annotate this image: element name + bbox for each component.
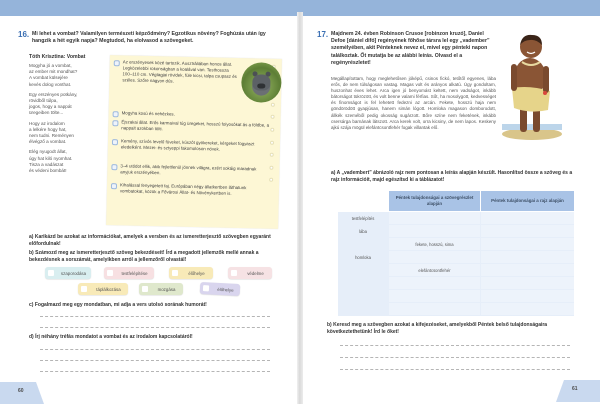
poem-stanza bbox=[29, 63, 105, 88]
subtask-b: b) Számozd meg az ismeretterjesztő szöveg bekezdéseit! Írd a megadott jellemzők mellé annak a bekezdésnek a sorszámát, amelyikben arról a jellemzőről olvastál! bbox=[29, 250, 259, 263]
row-label[interactable] bbox=[338, 303, 388, 315]
poem-line: rövidből túlpa, bbox=[29, 98, 58, 104]
row-label[interactable] bbox=[338, 277, 388, 289]
tag-label: élőhelye bbox=[188, 270, 205, 276]
poem-line: úgy hat kiló nyomhat. bbox=[29, 155, 73, 161]
tag-label: szaporodása bbox=[60, 270, 87, 276]
poem-title: Tóth Krisztina: Vombat bbox=[29, 54, 86, 60]
text-cell[interactable] bbox=[389, 251, 480, 263]
poem-text bbox=[29, 63, 105, 178]
paragraph-checkbox[interactable] bbox=[114, 60, 120, 66]
drawing-cell[interactable] bbox=[481, 238, 574, 250]
text-cell: fekete, hosszú, sima bbox=[389, 238, 480, 250]
answer-line[interactable] bbox=[340, 369, 570, 370]
tag-label: testfelépítése bbox=[121, 270, 148, 276]
tag-label: védelme bbox=[247, 270, 264, 276]
paragraph-checkbox[interactable] bbox=[112, 139, 118, 145]
poem-line: Elég nyugodt állat, bbox=[29, 149, 67, 155]
friday-illustration bbox=[500, 30, 564, 142]
row-label[interactable] bbox=[338, 290, 388, 302]
table-row bbox=[338, 238, 574, 251]
poem-line: A vombat külsejére bbox=[29, 75, 68, 81]
row-label: homloka bbox=[355, 254, 371, 260]
answer-line[interactable] bbox=[40, 360, 270, 361]
drawing-cell[interactable] bbox=[481, 264, 574, 276]
row-label[interactable] bbox=[338, 238, 388, 250]
tag-movement[interactable] bbox=[139, 283, 183, 295]
tag-protection[interactable] bbox=[228, 267, 272, 279]
info-paragraph: Kihalással fenyegetett faj. Európában négy állatkertben láthatunk vombatokat, közük a Fővárosi Állat- és Növénykertben is. bbox=[119, 182, 247, 196]
page-number-tab bbox=[556, 380, 600, 402]
row-label: lába bbox=[359, 228, 367, 234]
info-paragraph: Mogyha kosú és nehézkes. bbox=[121, 110, 175, 117]
table-row bbox=[338, 277, 574, 290]
left-page bbox=[0, 0, 298, 404]
poem-line: nem tudni. Reményen bbox=[29, 133, 74, 139]
drawing-cell[interactable] bbox=[481, 277, 574, 289]
poem-line: üregeiben tölte... bbox=[29, 110, 64, 116]
page-number: 61 bbox=[572, 386, 578, 392]
drawing-cell[interactable] bbox=[481, 212, 574, 224]
table-row bbox=[338, 303, 574, 316]
tag-label: mozgása bbox=[157, 286, 176, 292]
answer-line[interactable] bbox=[40, 316, 270, 317]
info-paragraph: Az erszényesek közé tartozik. Ausztráliában honos állat. Legközelebbi rokonságban a koalával van. Testhossza 100–110 cm. Végtagjai rövidek, füle kicsi, talpa csupasz és széles. Szőre nagyon dús. bbox=[122, 59, 237, 84]
drawing-cell[interactable] bbox=[481, 290, 574, 302]
row-label[interactable] bbox=[338, 264, 388, 276]
row-label: testfelépítés bbox=[351, 215, 375, 221]
info-card bbox=[106, 55, 282, 229]
paragraph-checkbox[interactable] bbox=[112, 120, 118, 126]
comparison-table bbox=[338, 191, 574, 315]
table-row bbox=[338, 264, 574, 277]
table-row bbox=[338, 212, 574, 225]
info-paragraph: Éjszakai állat. Erős karmaival túg üregeket, hosszú folyosókat ás a földbe, a nappalt azokban tölti. bbox=[121, 119, 270, 132]
table-row bbox=[338, 251, 574, 264]
poem-line: Tisza a vadászat bbox=[29, 161, 64, 167]
text-cell: elefántcsontfehér bbox=[389, 264, 480, 276]
drawing-cell[interactable] bbox=[481, 303, 574, 315]
poem-stanza bbox=[29, 92, 105, 117]
subtask-a: a) Karikázd be azokat az információkat, amelyek a versben és az ismeretterjesztő szövegben egyaránt előfordulnak! bbox=[29, 234, 271, 247]
text-cell[interactable] bbox=[389, 303, 480, 315]
drawing-cell[interactable] bbox=[481, 251, 574, 263]
poem-line: élvégző a vombat. bbox=[29, 139, 67, 145]
poem-line: Egy erszényes potkány, bbox=[29, 91, 78, 97]
poem-line: jogos, hogy a nappát bbox=[29, 104, 72, 110]
paragraph-checkbox[interactable] bbox=[113, 111, 119, 117]
tag-label: táplálkozása bbox=[96, 286, 121, 292]
subtask-c: c) Fogalmazd meg egy mondatban, mi adja a vers utolsó sorának humorát! bbox=[29, 302, 207, 308]
tag-habitat[interactable] bbox=[169, 267, 213, 279]
table-row bbox=[338, 225, 574, 238]
poem-stanza bbox=[29, 121, 105, 146]
answer-line[interactable] bbox=[40, 327, 270, 328]
poem-line: Hogy az irodalom bbox=[29, 120, 65, 126]
tag-reproduction[interactable] bbox=[45, 267, 91, 279]
text-cell[interactable] bbox=[389, 277, 480, 289]
tag-body-structure[interactable] bbox=[104, 267, 154, 279]
drawing-cell[interactable] bbox=[481, 225, 574, 237]
tag-feeding[interactable] bbox=[78, 283, 128, 295]
task-number: 17. bbox=[317, 30, 329, 39]
subtask-d: d) Írj néhány tréfás mondatot a vombat és az irodalom kapcsolatáról! bbox=[29, 334, 193, 340]
answer-line[interactable] bbox=[40, 371, 270, 372]
answer-line[interactable] bbox=[40, 349, 270, 350]
table-header: Péntek tulajdonságai a szövegrészlet alapján bbox=[389, 191, 480, 211]
text-cell[interactable] bbox=[389, 212, 480, 224]
tag-label: élőhelye bbox=[217, 286, 234, 293]
poem-line: és védeni bombát! bbox=[29, 168, 67, 174]
answer-line[interactable] bbox=[340, 345, 570, 346]
paragraph-checkbox[interactable] bbox=[111, 183, 117, 189]
text-cell[interactable] bbox=[389, 225, 480, 237]
poem-line: Mogyha jó a vombat, bbox=[29, 63, 72, 68]
info-paragraph: Kemény, szívós levelű füveket, kúszót gyökereket, kérgeket fogyaszt eledelként. Mezei- és sztyeppi fakomoloson növek. bbox=[120, 138, 255, 152]
table-row bbox=[338, 290, 574, 303]
poem-line: kevés dolog vonthat. bbox=[29, 81, 72, 87]
poem-stanza bbox=[29, 149, 105, 174]
poem-line: az ember mit mondhat? bbox=[29, 69, 78, 75]
tag-habitat-2[interactable] bbox=[200, 282, 241, 296]
answer-line[interactable] bbox=[340, 357, 570, 358]
page-number: 60 bbox=[18, 388, 24, 394]
subtask-a: a) A „vadembert” ábrázoló rajz nem pontosan a leírás alapján készült. Hasonlítsd össze a szöveg és a rajz információit, majd egészítsd ki a táblázatot! bbox=[331, 170, 573, 183]
task-number: 16. bbox=[18, 30, 30, 39]
paragraph-checkbox[interactable] bbox=[111, 164, 117, 170]
table-header: Péntek tulajdonságai a rajz alapján bbox=[481, 191, 574, 211]
task-question: Mi lehet a vombat? Valamilyen természeti képződmény? Egzotikus növény? Foghúzás után így hangzik a hét egyik napja? Megtudod, ha elolvasod a szövegeket. bbox=[32, 31, 266, 45]
task-question: Majdnem 24. évben Robinson Crusoe [robinzon kruzó], Daniel Defoe [dániel difó] regényének főhőse társra lel egy „vadember” személyében, akit Pénteknek nevez el, mivel egy pénteki napon találkoztak. Őt mutatja be az alábbi leírás. Olvasd el a regényrészletet! bbox=[331, 31, 490, 66]
novel-excerpt: Megállapítottam, hogy meglehetősen jóképű, csinos fickó, tetőtől egyenes, lába erős, de nem túlságosan vastag. Magas volt és arányos alkatú. Úgy gondoltam, huszonhat éves lehet. Arca igen jó benyomást keltett, nem vadságot, inkább bátorságot tükrözött, és volt benne valami férfias. Sőt, ha mosolygott, kedvességet és finomságot is fel lehetett fedezni az arcán. Fekete, hosszú haja nem göndörödött gyapjúsan, hanem simán lógott. Homloka magason domborodott, állkék szeméből pedig okosság sugárzott. Bőre színe nem feketének, inkább csersárga barnának látszott. Arca kerek volt, orra kicsiny, de nem lapos. Keskeny ajkú szája mögül elefántcsontfehér fogak villantak elő. bbox=[331, 76, 496, 130]
info-paragraph: 3–4 utódot ellik, akik fejlettlenül jönnek világra, ezért sokáig maradnak anyjuk erszényében. bbox=[120, 163, 257, 176]
text-cell[interactable] bbox=[389, 290, 480, 302]
subtask-b: b) Keresd meg a szövegben azokat a kifejezéseket, amelyekből Péntek belső tulajdonságaira következtethetünk! Írd le őket! bbox=[327, 322, 548, 335]
poem-line: a lelkére hogy hat, bbox=[29, 126, 67, 132]
